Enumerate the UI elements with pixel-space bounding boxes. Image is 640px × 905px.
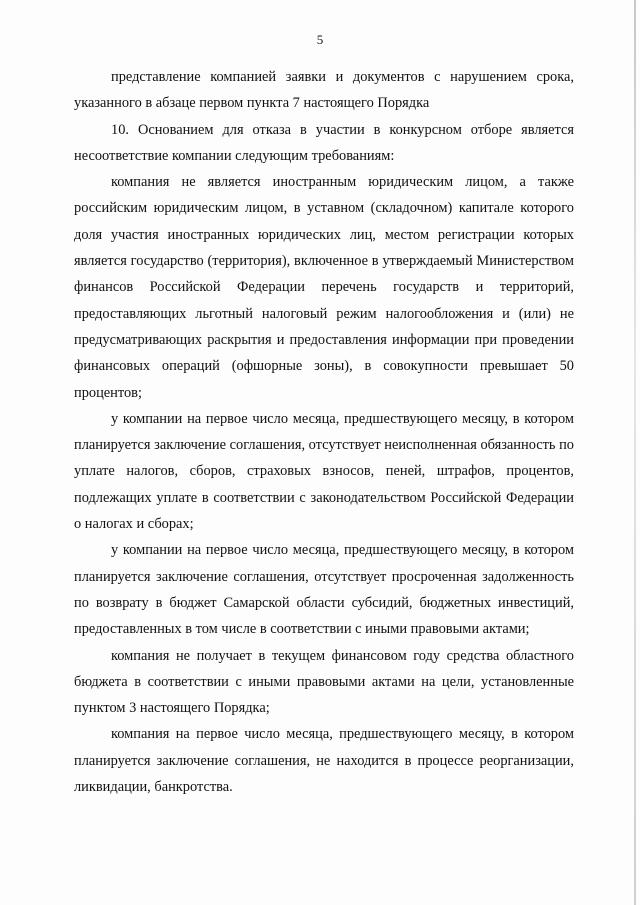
paragraph-item-10: 10. Основанием для отказа в участии в конкурсном отборе является несоответствие компании следующим требованиям: (74, 121, 574, 164)
paragraph-requirement-offshore: компания не является иностранным юридическим лицом, а также российским юридическим лицом, в уставном (складочном) капитале которого доля участия иностранных юридических лиц, местом регистрации которых является государство (территория), включенное в утверждаемый Министерством финансов Российской Федерации перечень государств и территорий, предоставляющих льготный налоговый режим налогообложения и (или) не предусматривающих раскрытия и предоставления информации при проведении финансовых операций (офшорные зоны), в совокупности превышает 50 процентов; (74, 174, 574, 401)
scan-edge-shadow (634, 0, 636, 905)
paragraph-requirement-taxes: у компании на первое число месяца, предшествующего месяцу, в котором планируется заключение соглашения, отсутствует неисполненная обязанность по уплате налогов, сборов, страховых взносов, пеней, штрафов, процентов, подлежащих уплате в соответствии с законодательством Российской Федерации о налогах и сборах; (74, 410, 574, 533)
paragraph-requirement-reorganization: компания на первое число месяца, предшествующего месяцу, в котором планируется заключение соглашения, не находится в процессе реорганизации, ликвидации, банкротства. (74, 726, 574, 796)
page-number: 5 (316, 32, 324, 47)
paragraph-requirement-budget: компания не получает в текущем финансовом году средства областного бюджета в соответствии с иными правовыми актами на цели, установленные пунктом 3 настоящего Порядка; (74, 647, 574, 717)
paragraph-requirement-debt: у компании на первое число месяца, предшествующего месяцу, в котором планируется заключение соглашения, отсутствует просроченная задолженность по возврату в бюджет Самарской области субсидий, бюджетных инвестиций, предоставленных в том числе в соответствии с иными правовыми актами; (74, 542, 574, 638)
document-body (74, 64, 574, 800)
paragraph-continuation: представление компанией заявки и документов с нарушением срока, указанного в абзаце первом пункта 7 настоящего Порядка (74, 69, 574, 112)
